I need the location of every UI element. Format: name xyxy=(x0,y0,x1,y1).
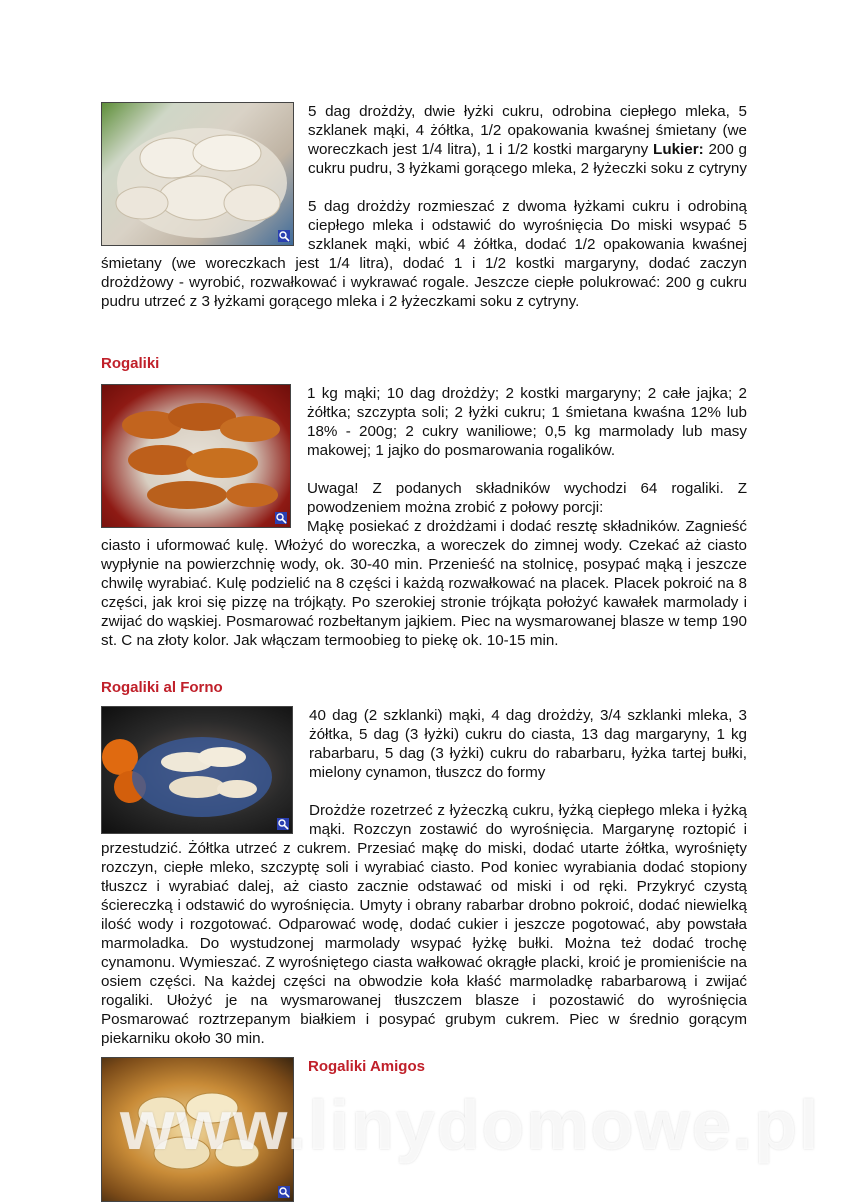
recipe-4-title: Rogaliki Amigos xyxy=(308,1058,425,1075)
magnify-icon[interactable] xyxy=(274,511,288,525)
recipe-2-title: Rogaliki xyxy=(101,355,160,372)
rogaliki-image xyxy=(102,385,290,527)
recipe-1-method: 5 dag drożdży rozmieszać z dwoma łyżkami cukru i odrobiną ciepłego mleka i odstawić do wyrośnięcia Do miski wsypać 5 szklanek mąki, wbić 4 żółtka, dodać 1/2 opakowania kwaśnej śmietany (we woreczkach jest 1/4 litra), dodać 1 i 1/2 kostki margaryny, dodać zaczyn drożdżowy - wyrobić, rozwałkować i wykrawać rogale. Jeszcze ciepłe polukrować: 200 g cukru pudru utrzeć z 3 łyżkami gorącego mleka i 2 łyżeczkami soku z cytryny. xyxy=(101,198,747,310)
recipe-3-ingredients: 40 dag (2 szklanki) mąki, 4 dag drożdży, 3/4 szklanki mleka, 3 żółtka, 5 dag (3 łyżki) cukru do ciasta, 13 dag margaryny, 1 kg rabarbaru, 5 dag (3 łyżki) cukru do rabarbaru, łyżka tartej bułki, mielony cynamon, tłuszcz do formy xyxy=(309,707,747,781)
recipe-1-photo xyxy=(101,102,294,246)
croissant-image xyxy=(102,103,293,245)
recipe-2-photo xyxy=(101,384,291,528)
recipe-2-note: Uwaga! Z podanych składników wychodzi 64 rogaliki. Z powodzeniem można zrobić z połowy porcji: xyxy=(307,480,747,516)
recipe-2-ingredients: 1 kg mąki; 10 dag drożdży; 2 kostki margaryny; 2 całe jajka; 2 żółtka; szczypta soli; 2 łyżki cukru; 1 śmietana kwaśna 12% lub 18% - 200g; 2 cukry waniliowe; 0,5 kg marmolady lub masy makowej; 1 jajko do posmarowania rogalików. xyxy=(307,385,747,459)
magnify-icon[interactable] xyxy=(277,229,291,243)
recipe-3-method: Drożdże rozetrzeć z łyżeczką cukru, łyżką ciepłego mleka i łyżką mąki. Rozczyn zostawić do wyrośnięcia. Margarynę roztopić i przestudzić. Żółtka utrzeć z cukrem. Przesiać mąkę do miski, dodać utarte żółtka, wyrośnięty rozczyn, ciepłe mleko, szczyptę soli i wyrabiać ciasto. Pod koniec wyrabiania dodać stopiony tłuszcz i wyrabiać dalej, aż ciasto zacznie odstawać od miski i od ręki. Przykryć czystą ściereczką i odstawić do wyrośnięcia. Umyty i obrany rabarbar drobno pokroić, dodać niewielką ilość wody i rozgotować. Odparować wodę, dodać cukier i jeszcze pogotować, aby powstała marmoladka. Do wystudzonej marmolady wsypać łyżkę bułki. Można też dodać trochę cynamonu. Wymieszać. Z wyrośniętego ciasta wałkować okrągłe placki, kroić je promieniście na osiem części. Na każdej części na obwodzie koła kłaść marmoladkę rabarbarową i zwijać rogaliki. Ułożyć je na wysmarowanej tłuszczem blasze i pozostawić do wyrośnięcia Posmarować roztrzepanym białkiem i posypać grubym cukrem. Piec w średnio gorącym piekarniku około 30 min. xyxy=(101,802,747,1047)
magnify-icon[interactable] xyxy=(277,1185,291,1199)
recipe-3-photo xyxy=(101,706,293,834)
recipe-2-block xyxy=(101,384,747,650)
recipe-3-title: Rogaliki al Forno xyxy=(101,679,223,696)
recipe-3-block xyxy=(101,706,747,1048)
recipe-1-block xyxy=(101,102,747,311)
recipe-2-method: Mąkę posiekać z drożdżami i dodać resztę składników. Zagnieść ciasto i uformować kulę. Włożyć do woreczka, a woreczek do zimnej wody. Czekać aż ciasto wypłynie na powierzchnię wody, ok. 30-40 min. Przenieść na stolnicę, posypać mąką i jeszcze chwilę wyrabiać. Kulę podzielić na 8 części i każdą rozwałkować na placek. Placek pokroić na 8 części, jak kroi się pizzę na trójkąty. Po szerokiej stronie trójkąta położyć kawałek marmolady i zwijać do wąskiej. Posmarować rozbełtanym jajkiem. Piec na wysmarowanej blasze w temp 190 st. C na złoty kolor. Jak włączam termoobieg to piekę ok. 10-15 min. xyxy=(101,518,747,649)
recipe-1-ingredients: 5 dag drożdży, dwie łyżki cukru, odrobina ciepłego mleka, 5 szklanek mąki, 4 żółtka, 1/2 opakowania kwaśnej śmietany (we woreczkach jest 1/4 litra), 1 i 1/2 kostki margaryny Lukier: 200 g cukru pudru, 3 łyżkami gorącego mleka, 2 łyżeczki soku z cytryny xyxy=(308,103,747,177)
magnify-icon[interactable] xyxy=(276,817,290,831)
rogaliki-al-forno-image xyxy=(102,707,292,833)
lukier-label: Lukier: xyxy=(653,141,704,158)
site-watermark: www.linydomowe.pl xyxy=(120,1086,821,1164)
